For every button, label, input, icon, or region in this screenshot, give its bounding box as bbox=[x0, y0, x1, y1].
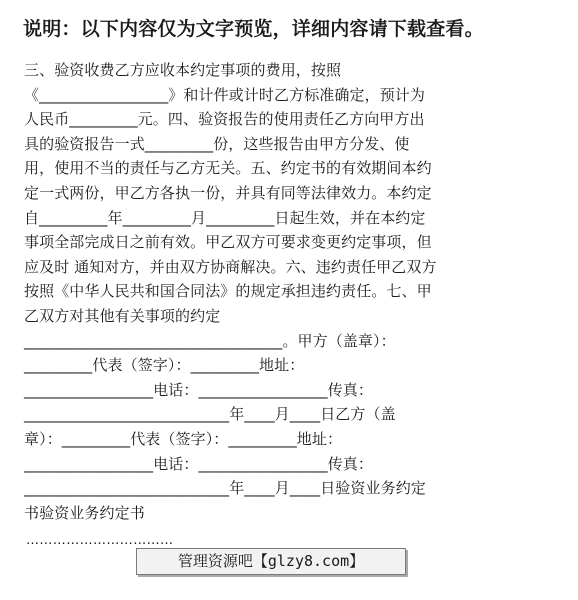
text-line: _________________电话：_________________传真： bbox=[24, 380, 374, 399]
text-line: 应及时 通知对方，并由双方协商解决。六、违约责任甲乙双方 bbox=[24, 257, 437, 276]
text-line: _________________电话：_________________传真： bbox=[24, 454, 374, 473]
text-line: 章）：_________代表（签字）：_________地址： bbox=[24, 429, 343, 448]
text-line: ___________________________年____月____日乙方（盖 bbox=[24, 405, 396, 424]
text-line: 用，使用不当的责任与乙方无关。五、约定书的有效期间本约 bbox=[24, 159, 432, 178]
document-body bbox=[24, 58, 544, 525]
text-line: 按照《中华人民共和国合同法》的规定承担违约责任。七、甲 bbox=[24, 282, 432, 301]
text-line: 自_________年_________月_________日起生效，并在本约定 bbox=[24, 208, 426, 227]
text-line: 具的验资报告一式_________份，这些报告由甲方分发、使 bbox=[24, 134, 410, 153]
text-line: _________代表（签字）：_________地址： bbox=[24, 356, 305, 375]
text-line: 定一式两份，甲乙方各执一份，并具有同等法律效力。本约定 bbox=[24, 183, 432, 202]
text-line: 乙双方对其他有关事项的约定 bbox=[24, 306, 221, 325]
text-line: 人民币_________元。四、验资报告的使用责任乙方向甲方出 bbox=[24, 110, 425, 129]
text-line: ___________________________年____月____日验资业务约定 bbox=[24, 479, 426, 498]
preview-notice: 说明：以下内容仅为文字预览，详细内容请下载查看。 bbox=[23, 18, 484, 40]
text-line: __________________________________。甲方（盖章）： bbox=[24, 331, 396, 350]
text-line: 书验资业务约定书 bbox=[24, 503, 145, 522]
text-line: 《_________________》和计件或计时乙方标准确定，预计为 bbox=[24, 85, 426, 104]
text-line: 三、验资收费乙方应收本约定事项的费用，按照 bbox=[24, 61, 342, 79]
dotted-separator: …………………………… bbox=[26, 533, 174, 548]
site-link-badge[interactable]: 管理资源吧【glzy8.com】 bbox=[136, 548, 406, 575]
text-line: 事项全部完成日之前有效。甲乙双方可要求变更约定事项，但 bbox=[24, 233, 432, 252]
